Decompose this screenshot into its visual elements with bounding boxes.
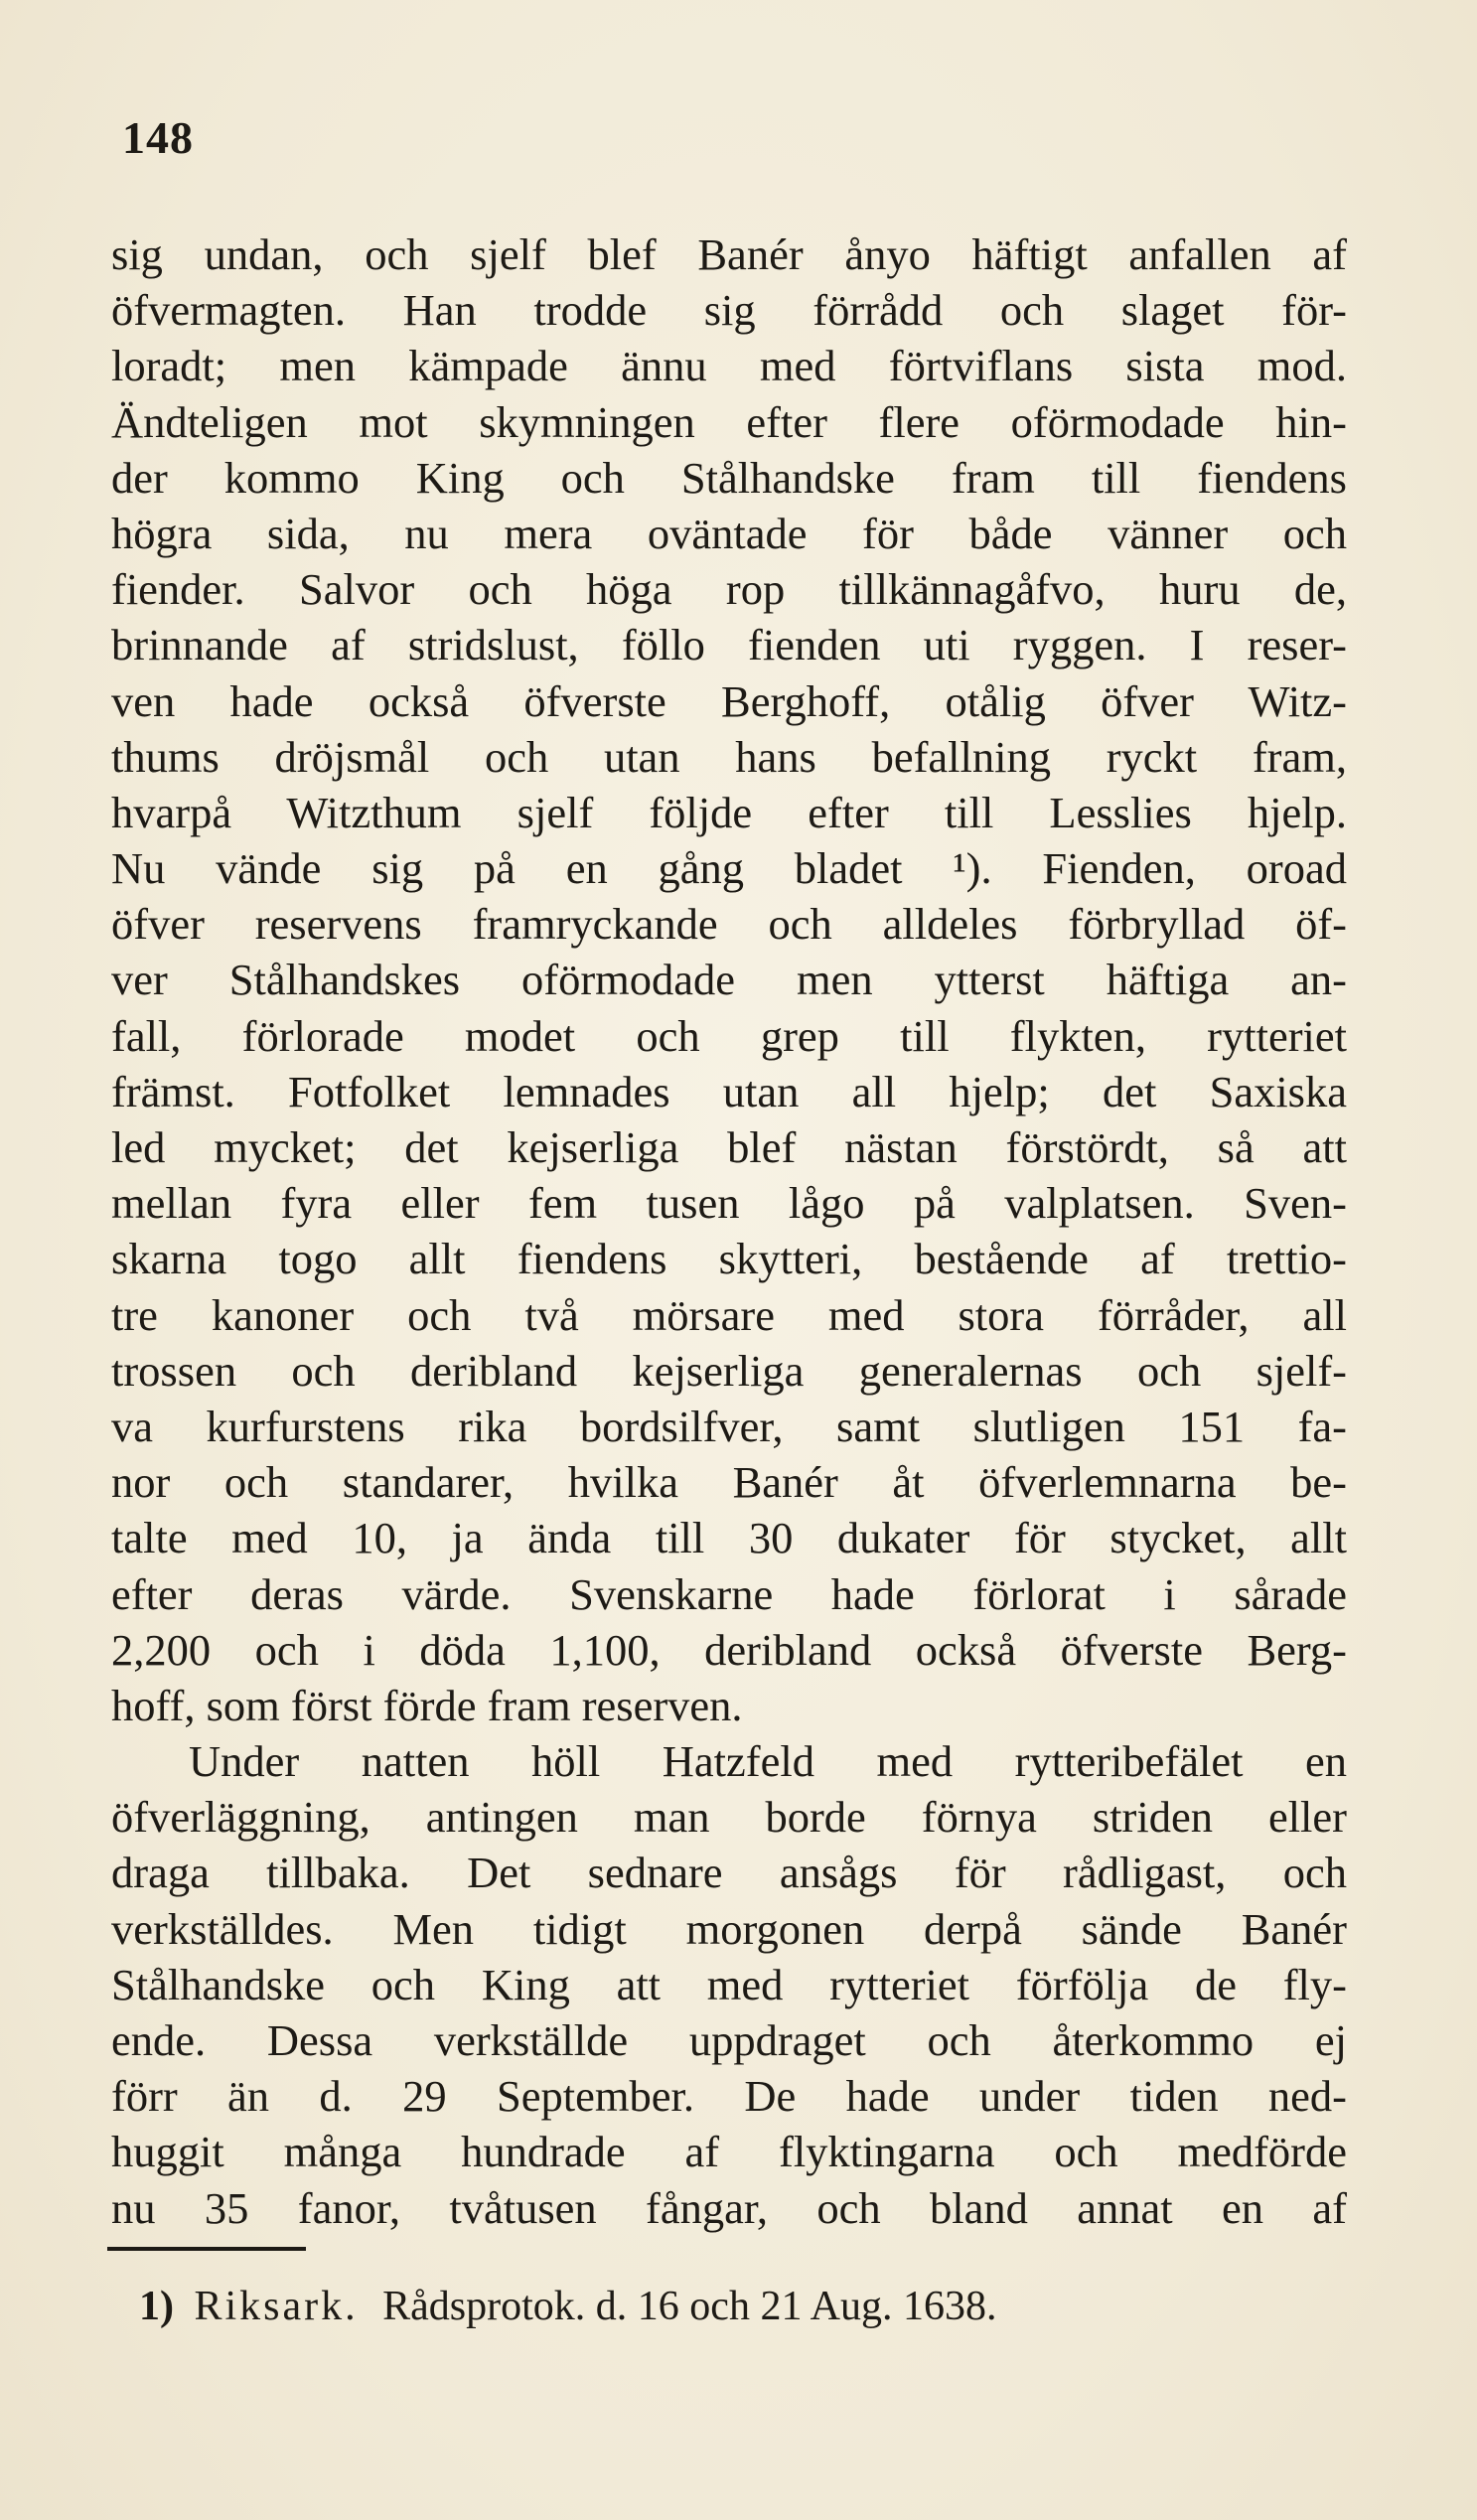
text-line: verkställdes. Men tidigt morgonen derpå sände Banér — [111, 1903, 1347, 1954]
text-line: nu 35 fanor, tvåtusen fångar, och bland annat en af — [111, 2182, 1347, 2233]
text-line: huggit många hundrade af flyktingarna och medförde — [111, 2127, 1347, 2177]
page-number: 148 — [122, 112, 194, 163]
text-line: tre kanoner och två mörsare med stora förråder, all — [111, 1289, 1347, 1340]
text-line: hvarpå Witzthum sjelf följde efter till Lesslies hjelp. — [111, 787, 1347, 837]
text-line: nor och standarer, hvilka Banér åt öfverlemnarna be- — [111, 1457, 1347, 1508]
text-line: der kommo King och Stålhandske fram till fiendens — [111, 452, 1347, 503]
text-line: hoff, som först förde fram reserven. — [111, 1680, 743, 1730]
text-line: efter deras värde. Svenskarne hade förlorat i sårade — [111, 1568, 1347, 1619]
footnote-reference: Rådsprotok. d. 16 och 21 Aug. 1638. — [382, 2284, 997, 2329]
text-line: Nu vände sig på en gång bladet ¹). Fienden, oroad — [111, 843, 1347, 894]
text-line: led mycket; det kejserliga blef nästan förstördt, så att — [111, 1122, 1347, 1172]
text-line: Stålhandske och King att med rytteriet förfölja de fly- — [111, 1959, 1347, 2009]
text-line: sig undan, och sjelf blef Banér ånyo häftigt anfallen af — [111, 229, 1347, 279]
text-line: draga tillbaka. Det sednare ansågs för rådligast, och — [111, 1848, 1347, 1898]
text-line: trossen och deribland kejserliga generalernas och sjelf- — [111, 1345, 1347, 1396]
body-text — [111, 226, 1347, 2236]
text-line: loradt; men kämpade ännu med förtviflans sista mod. — [111, 341, 1347, 391]
footnote-marker: 1) — [139, 2284, 174, 2329]
text-line: öfver reservens framryckande och alldeles förbryllad öf- — [111, 899, 1347, 950]
text-line: Ändteligen mot skymningen efter flere oförmodade hin- — [111, 396, 1347, 447]
text-line: talte med 10, ja ända till 30 dukater för stycket, allt — [111, 1513, 1347, 1563]
text-line: skarna togo allt fiendens skytteri, bestående af trettio- — [111, 1234, 1347, 1284]
text-line: öfverläggning, antingen man borde förnya striden eller — [111, 1792, 1347, 1843]
text-line: fall, förlorade modet och grep till flykten, rytteriet — [111, 1010, 1347, 1061]
text-line: brinnande af stridslust, föllo fienden uti ryggen. I reser- — [111, 620, 1347, 670]
text-line: 2,200 och i döda 1,100, deribland också öfverste Berg- — [111, 1624, 1347, 1675]
text-line: thums dröjsmål och utan hans befallning ryckt fram, — [111, 731, 1347, 782]
footnote-source: Riksark. — [194, 2284, 359, 2329]
text-line: ende. Dessa verkställde uppdraget och återkommo ej — [111, 2015, 1347, 2065]
text-line: förr än d. 29 September. De hade under tiden ned- — [111, 2071, 1347, 2122]
text-line: ver Stålhandskes oförmodade men ytterst häftiga an- — [111, 955, 1347, 1005]
text-line: öfvermagten. Han trodde sig förrådd och slaget för- — [111, 285, 1347, 336]
text-line: va kurfurstens rika bordsilfver, samt slutligen 151 fa- — [111, 1401, 1347, 1451]
text-line: främst. Fotfolket lemnades utan all hjelp; det Saxiska — [111, 1066, 1347, 1116]
text-line: högra sida, nu mera oväntade för både vänner och — [111, 508, 1347, 558]
footnote-divider — [107, 2247, 306, 2251]
text-line: Under natten höll Hatzfeld med rytteribefälet en — [189, 1736, 1347, 1787]
text-line: fiender. Salvor och höga rop tillkännagåfvo, huru de, — [111, 564, 1347, 615]
text-line: mellan fyra eller fem tusen lågo på valplatsen. Sven- — [111, 1178, 1347, 1229]
text-line: ven hade också öfverste Berghoff, otålig öfver Witz- — [111, 675, 1347, 726]
footnote — [139, 2279, 996, 2334]
